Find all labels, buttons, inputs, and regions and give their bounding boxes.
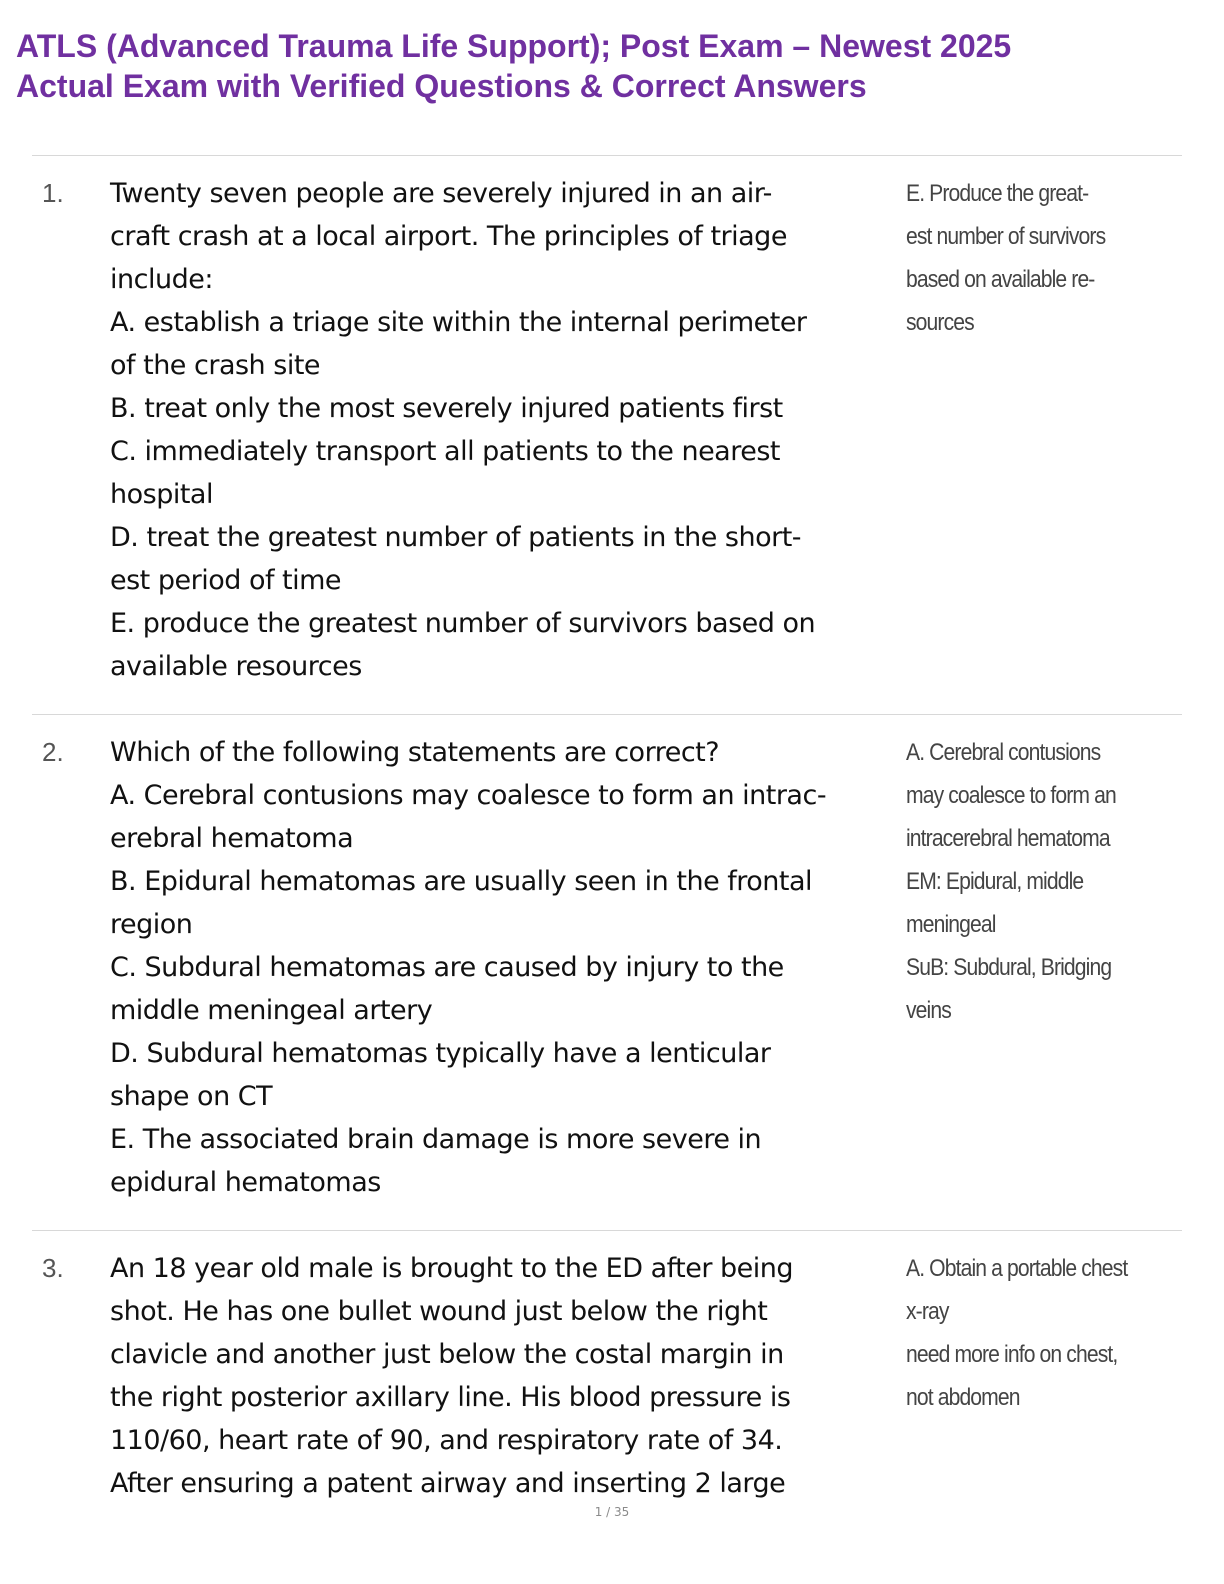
question-line: of the crash site xyxy=(110,350,321,381)
question-line: erebral hematoma xyxy=(110,823,354,854)
question-line: include: xyxy=(110,264,213,295)
page-indicator: 1 / 35 xyxy=(594,1505,630,1519)
answer-line: not abdomen xyxy=(906,1384,1020,1411)
question-item-1 xyxy=(32,155,1182,714)
answer-line: A. Cerebral contusions xyxy=(906,739,1101,766)
question-line: epidural hematomas xyxy=(110,1167,381,1198)
title-line-2: Actual Exam with Verified Questions & Correct Answers xyxy=(16,68,867,104)
answer-line: E. Produce the great- xyxy=(906,180,1089,207)
question-line: E. produce the greatest number of survivors based on xyxy=(110,608,816,639)
question-line: After ensuring a patent airway and inserting 2 large xyxy=(110,1468,786,1499)
answer-line: A. Obtain a portable chest xyxy=(906,1255,1128,1282)
answer-line: meningeal xyxy=(906,911,996,938)
question-line: D. Subdural hematomas typically have a lenticular xyxy=(110,1038,771,1069)
question-text xyxy=(110,172,910,688)
answer-line: sources xyxy=(906,309,974,336)
question-number: 1. xyxy=(42,178,64,208)
question-number: 2. xyxy=(42,737,64,767)
answer-line: SuB: Subdural, Bridging xyxy=(906,954,1112,981)
answer-text xyxy=(906,1247,1149,1419)
question-item-2 xyxy=(32,714,1182,1230)
question-line: A. Cerebral contusions may coalesce to form an intrac- xyxy=(110,780,827,811)
question-line: 110/60, heart rate of 90, and respiratory rate of 34. xyxy=(110,1425,783,1456)
question-line: clavicle and another just below the costal margin in xyxy=(110,1339,784,1370)
title-line-1: ATLS (Advanced Trauma Life Support); Post Exam – Newest 2025 xyxy=(16,28,1012,64)
question-line: B. treat only the most severely injured patients first xyxy=(110,393,783,424)
question-text xyxy=(110,1247,910,1505)
question-line: shape on CT xyxy=(110,1081,273,1112)
answer-line: veins xyxy=(906,997,951,1024)
question-line: shot. He has one bullet wound just below the right xyxy=(110,1296,768,1327)
question-line: C. immediately transport all patients to the nearest xyxy=(110,436,781,467)
answer-line: EM: Epidural, middle xyxy=(906,868,1084,895)
answer-line: est number of survivors xyxy=(906,223,1106,250)
answer-text xyxy=(906,172,1149,344)
question-line: Twenty seven people are severely injured in an air- xyxy=(110,178,772,209)
question-line: An 18 year old male is brought to the ED after being xyxy=(110,1253,794,1284)
question-item-3 xyxy=(32,1230,1182,1531)
answer-line: may coalesce to form an xyxy=(906,782,1116,809)
question-line: D. treat the greatest number of patients in the short- xyxy=(110,522,802,553)
answer-line: intracerebral hematoma xyxy=(906,825,1110,852)
question-line: C. Subdural hematomas are caused by injury to the xyxy=(110,952,784,983)
question-line: region xyxy=(110,909,193,940)
question-line: E. The associated brain damage is more severe in xyxy=(110,1124,762,1155)
answer-line: based on available re- xyxy=(906,266,1095,293)
question-line: available resources xyxy=(110,651,362,682)
question-text xyxy=(110,731,910,1204)
document-title xyxy=(16,26,1206,106)
answer-line: x-ray xyxy=(906,1298,949,1325)
question-line: A. establish a triage site within the internal perimeter xyxy=(110,307,807,338)
answer-line: need more info on chest, xyxy=(906,1341,1118,1368)
question-line: est period of time xyxy=(110,565,342,596)
question-line: hospital xyxy=(110,479,213,510)
question-line: the right posterior axillary line. His blood pressure is xyxy=(110,1382,791,1413)
question-line: craft crash at a local airport. The principles of triage xyxy=(110,221,787,252)
question-line: B. Epidural hematomas are usually seen in the frontal xyxy=(110,866,813,897)
answer-text xyxy=(906,731,1149,1032)
question-line: middle meningeal artery xyxy=(110,995,433,1026)
question-line: Which of the following statements are correct? xyxy=(110,737,720,768)
question-list xyxy=(32,155,1182,1531)
question-number: 3. xyxy=(42,1253,64,1283)
